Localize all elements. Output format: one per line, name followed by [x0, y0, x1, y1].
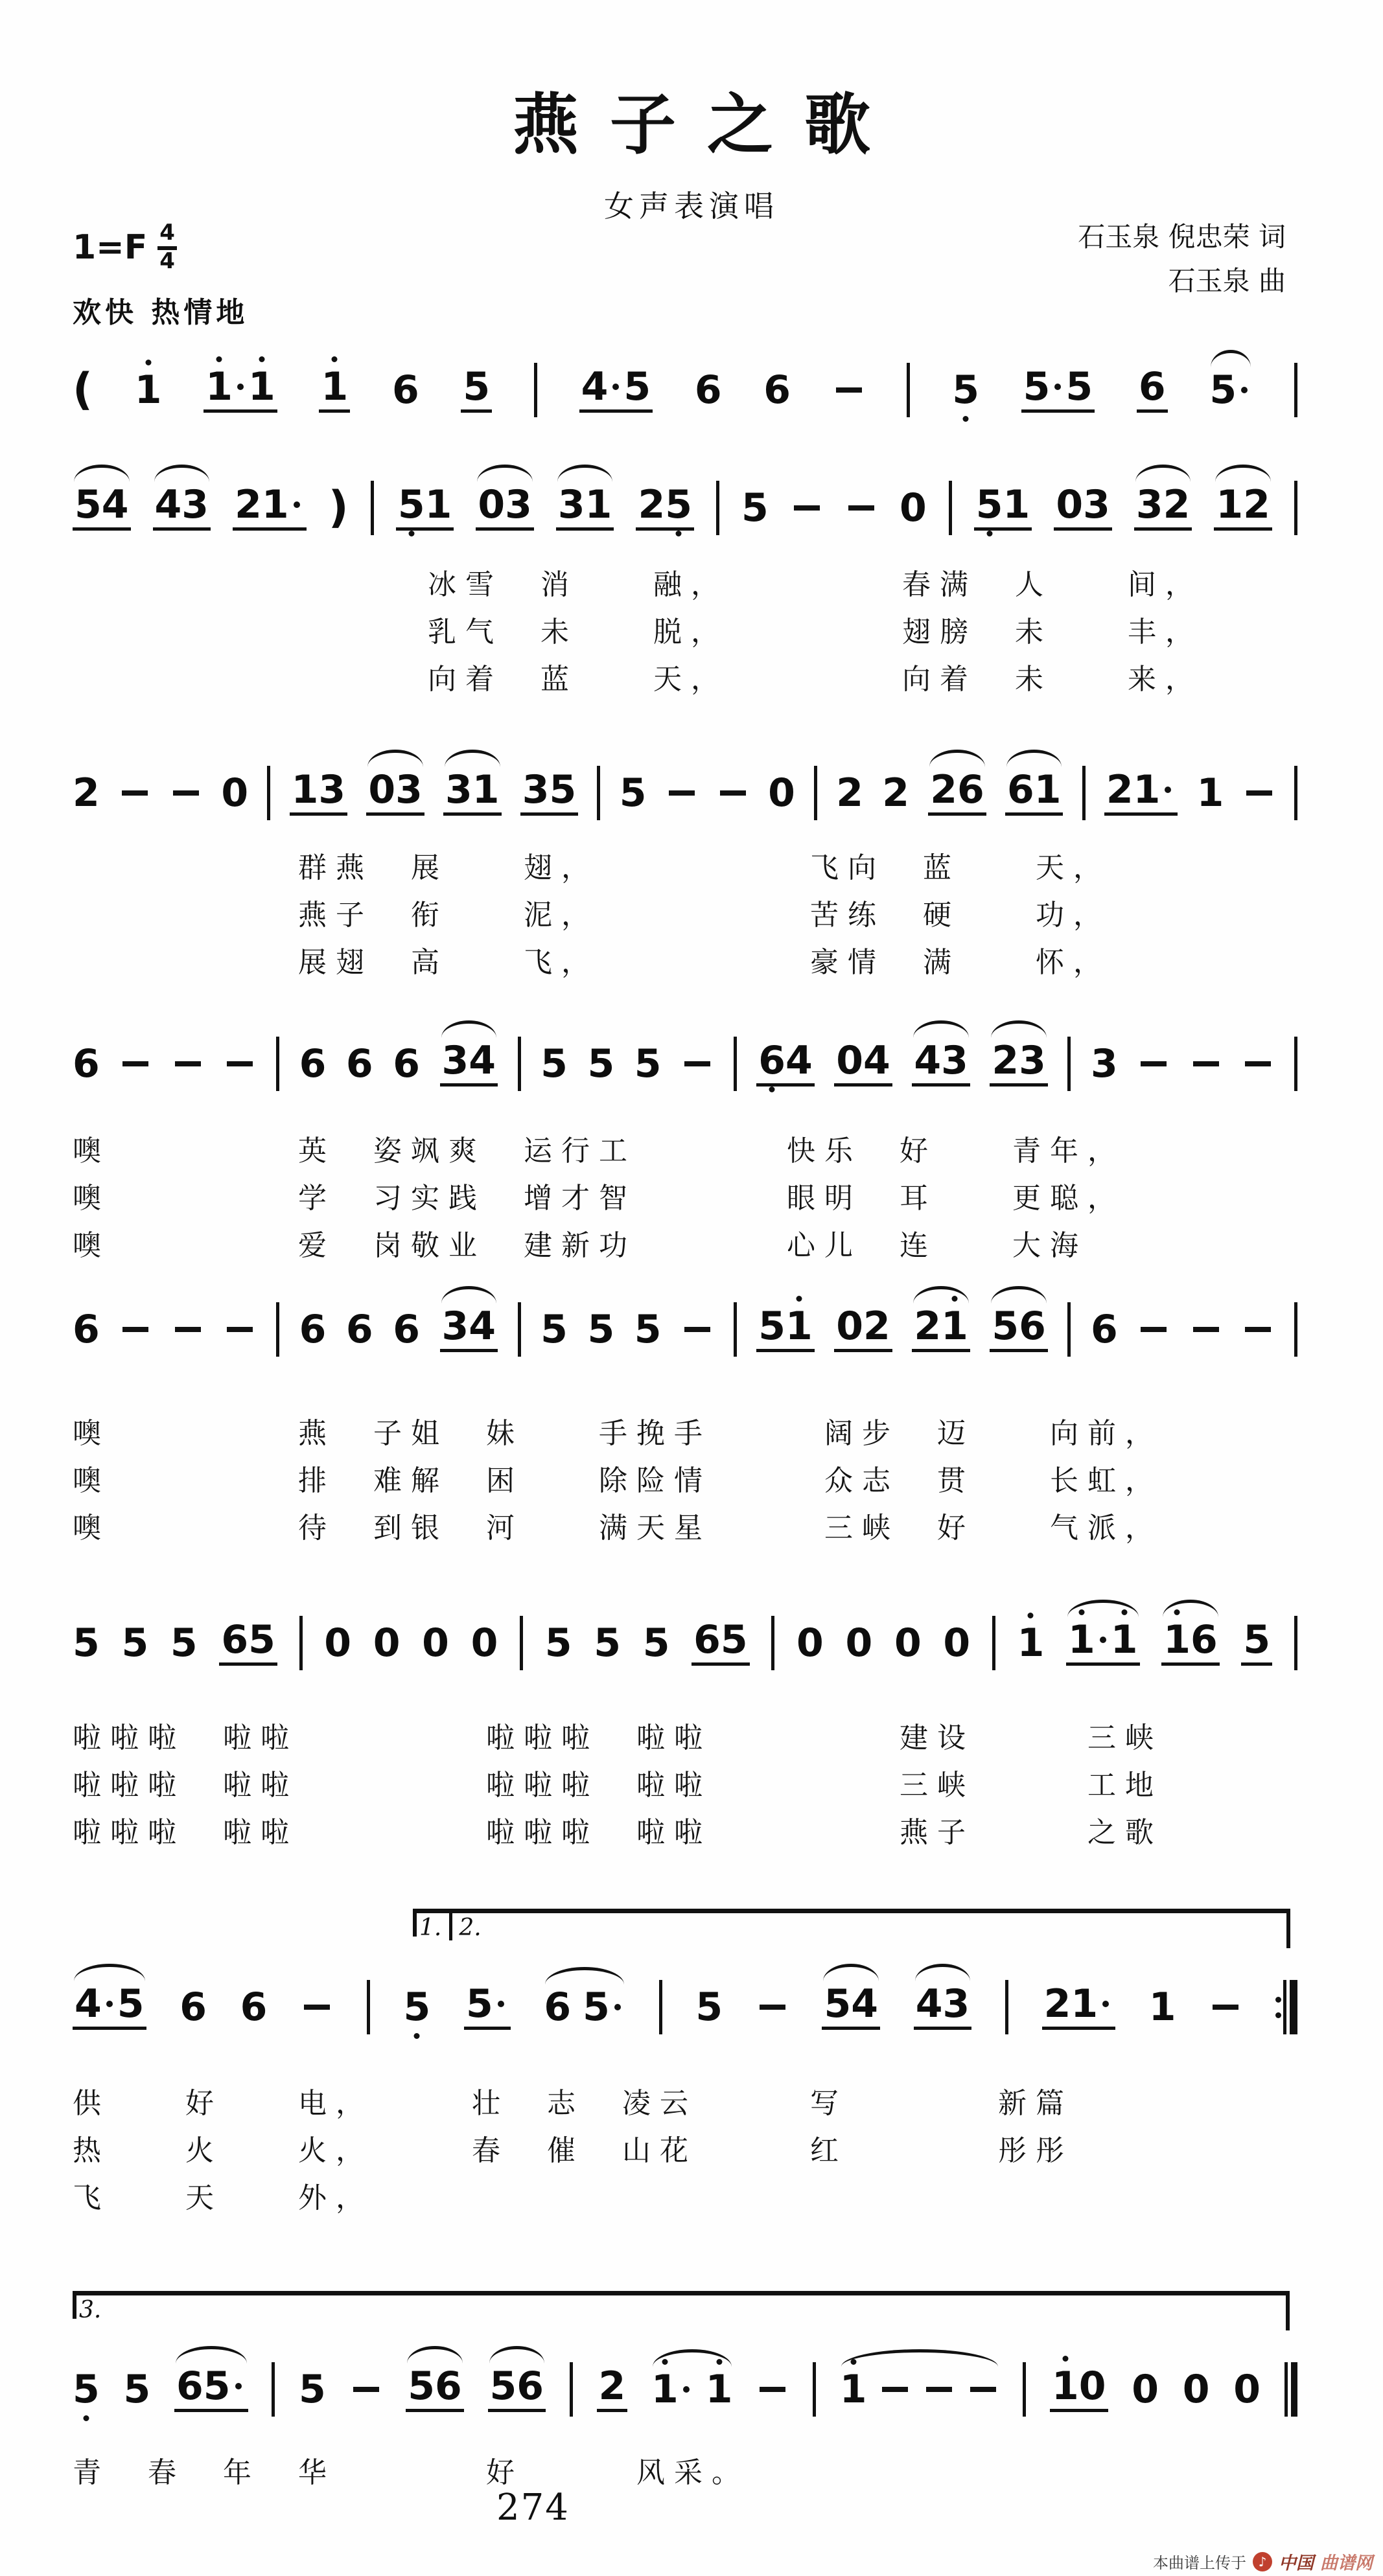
music-line-7: 4 5 6 6 5 5 6 5 5 5 4 4 3 2 1 1	[73, 1977, 1297, 2037]
lyric-row: 展翅 高 飞， 豪情 满 怀，	[298, 946, 1111, 979]
music-line-5: 6 6 6 6 3 4 5 5 5 5 1 0 2 2 1 5 6 6	[73, 1300, 1297, 1359]
volta-label-1: 1.	[419, 1915, 442, 1941]
time-signature-denominator: 4	[159, 247, 175, 274]
music-line-8: 5 5 6 5 5 5 6 5 6 2 1 1 1 1 0 0 0 0	[73, 2360, 1297, 2419]
volta-bracket-3	[73, 2291, 1290, 2336]
key-signature	[73, 222, 177, 273]
time-signature-numerator: 4	[157, 222, 177, 250]
lyrics-block-1	[428, 561, 1203, 703]
lyric-row: 燕子 衔 泥， 苦练 硬 功，	[298, 899, 1111, 932]
lyrics-block-3	[73, 1127, 1125, 1269]
lyrics-block-4	[73, 1410, 1163, 1552]
lyric-row: 噢 燕 子姐 妹 手挽手 阔步 迈 向前，	[73, 1417, 1163, 1450]
lyric-row: 噢 学 习实践 增才智 眼明 耳 更聪，	[73, 1182, 1125, 1215]
music-line-4: 6 6 6 6 3 4 5 5 5 6 4 0 4 4 3 2 3 3	[73, 1034, 1297, 1094]
lyrics-block-6	[73, 2080, 1073, 2222]
key-label: 1=F	[73, 227, 148, 267]
lyric-row: 噢 英 姿飒爽 运行工 快乐 好 青年，	[73, 1134, 1125, 1167]
music-note-icon: ♪	[1253, 2552, 1272, 2571]
music-line-2: 5 4 4 3 2 1 ) 5 1 0 3 3 1 2 5 5 0 5 1 0 3 3 2 1 2	[73, 478, 1297, 538]
song-title: 燕子之歌	[513, 86, 901, 164]
lyric-row: 供 好 电， 壮 志 凌云 写 新篇	[73, 2087, 1073, 2120]
music-line-3: 2 0 1 3 0 3 3 1 3 5 5 0 2 2 2 6 6 1 2 1 1	[73, 763, 1297, 823]
tempo-marking: 欢快 热情地	[73, 296, 249, 329]
lyric-row: 噢 待 到银 河 满天星 三峡 好 气派，	[73, 1512, 1163, 1545]
lyrics-block-2	[298, 844, 1111, 986]
watermark-site-name: 中国	[1279, 2553, 1314, 2573]
music-line-1: ( 1 1 1 1 6 5 4 5 6 6 5 5 5 6 5	[73, 360, 1297, 420]
lyric-row: 群燕 展 翅， 飞向 蓝 天，	[298, 851, 1111, 884]
lyric-row: 乳气 未 脱， 翅膀 未 丰，	[428, 615, 1203, 649]
composer-credit: 石玉泉 曲	[1168, 265, 1286, 297]
lyricist-credit: 石玉泉 倪忠荣 词	[1078, 221, 1286, 253]
watermark-prefix: 本曲谱上传于	[1153, 2554, 1246, 2572]
lyric-row: 青 春 年 华 好 风采。	[73, 2456, 749, 2489]
volta-label-3: 3.	[79, 2297, 102, 2323]
credits	[1078, 215, 1286, 303]
lyric-row: 啦啦啦 啦啦 啦啦啦 啦啦 三峡 工地	[73, 1769, 1163, 1802]
lyric-row: 啦啦啦 啦啦 啦啦啦 啦啦 建设 三峡	[73, 1721, 1163, 1754]
lyric-row: 冰雪 消 融， 春满 人 间，	[428, 568, 1203, 601]
music-line-6: 5 5 5 6 5 0 0 0 0 5 5 5 6 5 0 0 0 0 1 1 1 1 6 5	[73, 1613, 1297, 1673]
lyric-row: 热 火 火， 春 催 山花 红 彤彤	[73, 2134, 1073, 2167]
time-signature	[157, 222, 177, 273]
lyric-row: 啦啦啦 啦啦 啦啦啦 啦啦 燕子 之歌	[73, 1816, 1163, 1849]
lyrics-block-7	[73, 2449, 749, 2496]
page-number: 274	[496, 2487, 570, 2529]
watermark-site-suffix: 曲谱网	[1320, 2553, 1373, 2573]
lyric-row: 向着 蓝 天， 向着 未 来，	[428, 663, 1203, 696]
volta-bracket-1-2	[413, 1909, 1290, 1953]
lyric-row: 噢 爱 岗敬业 建新功 心儿 连 大海	[73, 1229, 1087, 1262]
volta-label-2: 2.	[459, 1915, 482, 1941]
song-subtitle: 女声表演唱	[604, 189, 779, 224]
lyrics-block-5	[73, 1714, 1163, 1856]
watermark	[1153, 2549, 1373, 2574]
lyric-row: 飞 天 外，	[73, 2181, 373, 2214]
lyric-row: 噢 排 难解 困 除险情 众志 贯 长虹，	[73, 1464, 1163, 1497]
